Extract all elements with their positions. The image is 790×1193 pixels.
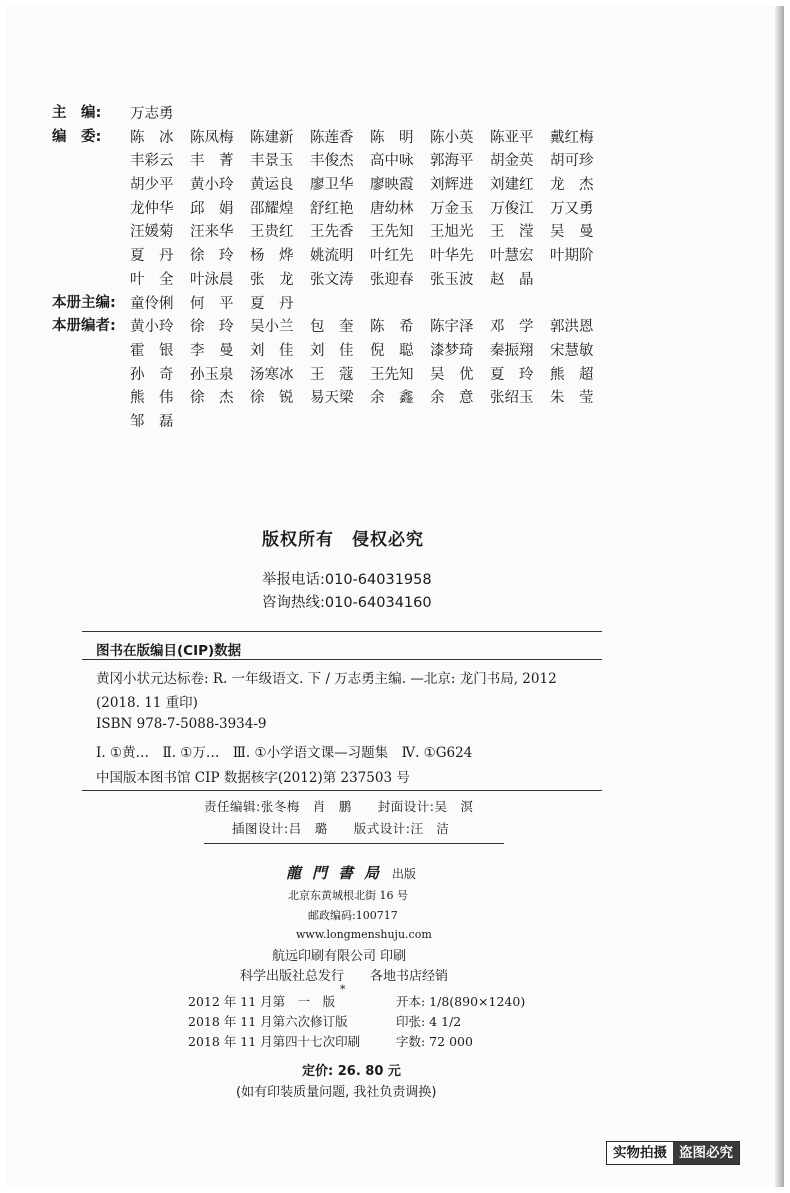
person-name: 何 平 bbox=[190, 295, 234, 312]
person-name: 孙玉泉 bbox=[190, 366, 234, 383]
volume-editors-list bbox=[52, 316, 692, 434]
committee-row bbox=[52, 150, 692, 174]
edition-line: 2018 年 11 月第六次修订版 bbox=[188, 1014, 348, 1029]
person-name: 唐幼林 bbox=[370, 200, 414, 217]
person-name: 孙 奇 bbox=[130, 366, 174, 383]
person-name: 丰彩云 bbox=[130, 153, 174, 170]
person-name: 宋慧敏 bbox=[550, 342, 594, 359]
page-edge-shadow bbox=[775, 6, 784, 1187]
committee-row bbox=[52, 269, 692, 293]
person-name: 漆梦琦 bbox=[430, 342, 474, 359]
publisher-suffix: 出版 bbox=[392, 867, 417, 881]
person-name: 陈 明 bbox=[370, 129, 414, 146]
person-name: 徐 杰 bbox=[190, 390, 234, 407]
person-name: 徐 玲 bbox=[190, 319, 234, 336]
cip-bottom-rule bbox=[82, 790, 602, 791]
cip-record-number: 中国版本图书馆 CIP 数据核字(2012)第 237503 号 bbox=[96, 770, 410, 786]
voleditors-label: 本册编者: bbox=[52, 318, 116, 335]
stamp-no-theft: 盗图必究 bbox=[673, 1142, 739, 1164]
person-name: 叶红先 bbox=[370, 248, 414, 265]
person-name: 黄运良 bbox=[250, 177, 294, 194]
person-name: 叶华先 bbox=[430, 248, 474, 265]
voleditors-row bbox=[52, 364, 692, 388]
person-name: 熊 超 bbox=[550, 366, 594, 383]
person-name: 徐 玲 bbox=[190, 248, 234, 265]
person-name: 万金玉 bbox=[430, 200, 474, 217]
person-name: 余 意 bbox=[430, 390, 474, 407]
person-name: 余 鑫 bbox=[370, 390, 414, 407]
report-phone: 举报电话:010-64031958 bbox=[262, 572, 432, 588]
person-name: 胡金英 bbox=[490, 153, 534, 170]
person-name: 王贵红 bbox=[250, 224, 294, 241]
person-name: 夏 玲 bbox=[490, 366, 534, 383]
voleditors-row bbox=[52, 316, 692, 340]
edition-line: 开本: 1/8(890×1240) bbox=[396, 994, 526, 1009]
person-name: 万又勇 bbox=[550, 200, 594, 217]
person-name: 倪 聪 bbox=[370, 342, 414, 359]
person-name: 王 蔻 bbox=[310, 366, 354, 383]
person-name: 陈莲香 bbox=[310, 129, 354, 146]
person-name: 郭洪恩 bbox=[550, 319, 594, 336]
person-name: 郭海平 bbox=[430, 153, 474, 170]
person-name: 吴 优 bbox=[430, 366, 474, 383]
person-name: 姚流明 bbox=[310, 248, 354, 265]
publisher-address: 北京东黄城根北街 16 号 bbox=[288, 889, 408, 902]
person-name: 陈 冰 bbox=[130, 129, 174, 146]
person-name: 龙 杰 bbox=[550, 177, 594, 194]
person-name: 陈宇泽 bbox=[430, 319, 474, 336]
person-name: 王 滢 bbox=[490, 224, 534, 241]
person-name: 吴 曼 bbox=[550, 224, 594, 241]
person-name: 戴红梅 bbox=[550, 129, 594, 146]
credits-block bbox=[52, 103, 692, 435]
staff-rule bbox=[204, 843, 504, 844]
volchief-row bbox=[52, 293, 692, 317]
person-name: 邓 学 bbox=[490, 319, 534, 336]
person-name: 叶 全 bbox=[130, 271, 174, 288]
person-name: 夏 丹 bbox=[250, 295, 294, 312]
cip-heading: 图书在版编目(CIP)数据 bbox=[96, 643, 242, 659]
person-name: 张 龙 bbox=[250, 271, 294, 288]
chief-editor-name: 万志勇 bbox=[130, 106, 174, 122]
person-name: 李 曼 bbox=[190, 342, 234, 359]
printer-line: 航远印刷有限公司 印刷 bbox=[272, 949, 407, 964]
person-name: 邵耀煌 bbox=[250, 200, 294, 217]
stamp-real-photo: 实物拍摄 bbox=[607, 1142, 673, 1164]
person-name: 廖卫华 bbox=[310, 177, 354, 194]
publisher-postcode: 邮政编码:100717 bbox=[308, 909, 398, 922]
volume-chief-list bbox=[52, 293, 692, 317]
person-name: 张迎春 bbox=[370, 271, 414, 288]
person-name: 包 奎 bbox=[310, 319, 354, 336]
committee-row bbox=[52, 245, 692, 269]
person-name: 张绍玉 bbox=[490, 390, 534, 407]
committee-row bbox=[52, 127, 692, 151]
person-name: 王先知 bbox=[370, 366, 414, 383]
person-name: 陈亚平 bbox=[490, 129, 534, 146]
consult-hotline: 咨询热线:010-64034160 bbox=[262, 595, 432, 611]
committee-row bbox=[52, 198, 692, 222]
person-name: 吴小兰 bbox=[250, 319, 294, 336]
edition-line: 字数: 72 000 bbox=[396, 1034, 473, 1049]
edition-line: 2012 年 11 月第 一 版 bbox=[188, 994, 336, 1009]
person-name: 舒红艳 bbox=[310, 200, 354, 217]
person-name: 陈凤梅 bbox=[190, 129, 234, 146]
person-name: 霍 银 bbox=[130, 342, 174, 359]
price: 定价: 26. 80 元 bbox=[302, 1064, 401, 1079]
person-name: 刘辉进 bbox=[430, 177, 474, 194]
person-name: 朱 莹 bbox=[550, 390, 594, 407]
person-name: 叶泳晨 bbox=[190, 271, 234, 288]
person-name: 胡少平 bbox=[130, 177, 174, 194]
person-name: 汪来华 bbox=[190, 224, 234, 241]
person-name: 叶期阶 bbox=[550, 248, 594, 265]
person-name: 陈 希 bbox=[370, 319, 414, 336]
person-name: 陈小英 bbox=[430, 129, 474, 146]
staff-line-2: 插图设计:吕 璐 版式设计:汪 洁 bbox=[232, 821, 450, 836]
voleditors-row bbox=[52, 387, 692, 411]
edition-line: 印张: 4 1/2 bbox=[396, 1014, 462, 1029]
person-name: 胡可珍 bbox=[550, 153, 594, 170]
person-name: 易天梁 bbox=[310, 390, 354, 407]
person-name: 张玉波 bbox=[430, 271, 474, 288]
staff-line-1: 责任编辑:张冬梅 肖 鹏 封面设计:吴 溟 bbox=[204, 799, 474, 814]
person-name: 夏 丹 bbox=[130, 248, 174, 265]
committee-row bbox=[52, 174, 692, 198]
person-name: 邱 娟 bbox=[190, 200, 234, 217]
person-name: 童伶俐 bbox=[130, 295, 174, 312]
person-name: 丰景玉 bbox=[250, 153, 294, 170]
cip-title-line: 黄冈小状元达标卷: R. 一年级语文. 下 / 万志勇主编. —北京: 龙门书局, 2012 bbox=[96, 671, 557, 687]
quality-note: (如有印装质量问题, 我社负责调换) bbox=[236, 1085, 437, 1100]
cip-top-rule bbox=[82, 631, 602, 632]
distributor-line: 科学出版社总发行 各地书店经销 bbox=[240, 969, 449, 984]
person-name: 王旭光 bbox=[430, 224, 474, 241]
person-name: 陈建新 bbox=[250, 129, 294, 146]
person-name: 丰 菁 bbox=[190, 153, 234, 170]
cip-reprint-line: (2018. 11 重印) bbox=[96, 695, 198, 711]
edition-line: 2018 年 11 月第四十七次印刷 bbox=[188, 1034, 361, 1049]
publisher-website: www.longmenshuju.com bbox=[296, 928, 432, 941]
person-name: 邹 磊 bbox=[130, 413, 174, 430]
person-name: 汪媛菊 bbox=[130, 224, 174, 241]
person-name: 赵 晶 bbox=[490, 271, 534, 288]
person-name: 熊 伟 bbox=[130, 390, 174, 407]
chief-editor-row bbox=[52, 103, 692, 127]
person-name: 高中咏 bbox=[370, 153, 414, 170]
person-name: 王先知 bbox=[370, 224, 414, 241]
cip-classification: Ⅰ. ①黄… Ⅱ. ①万… Ⅲ. ①小学语文课—习题集 Ⅳ. ①G624 bbox=[96, 745, 473, 761]
copyright-notice: 版权所有 侵权必究 bbox=[262, 530, 424, 550]
cip-heading-rule bbox=[82, 659, 602, 660]
volchief-label: 本册主编: bbox=[52, 294, 116, 311]
person-name: 刘 佳 bbox=[250, 342, 294, 359]
person-name: 张文涛 bbox=[310, 271, 354, 288]
person-name: 汤寒冰 bbox=[250, 366, 294, 383]
person-name: 叶慧宏 bbox=[490, 248, 534, 265]
person-name: 廖映霞 bbox=[370, 177, 414, 194]
voleditors-row bbox=[52, 340, 692, 364]
photo-stamp bbox=[606, 1141, 740, 1165]
person-name: 黄小玲 bbox=[130, 319, 174, 336]
person-name: 龙仲华 bbox=[130, 200, 174, 217]
person-name: 王先香 bbox=[310, 224, 354, 241]
person-name: 黄小玲 bbox=[190, 177, 234, 194]
cip-isbn: ISBN 978-7-5088-3934-9 bbox=[96, 716, 267, 732]
person-name: 徐 锐 bbox=[250, 390, 294, 407]
person-name: 杨 烨 bbox=[250, 248, 294, 265]
publisher-logo: 龍門書局 bbox=[286, 864, 391, 882]
committee-list bbox=[52, 127, 692, 293]
committee-row bbox=[52, 221, 692, 245]
person-name: 万俊江 bbox=[490, 200, 534, 217]
chief-editor-label: 主 编: bbox=[52, 105, 102, 121]
voleditors-row bbox=[52, 411, 692, 435]
person-name: 刘 佳 bbox=[310, 342, 354, 359]
committee-label: 编 委: bbox=[52, 128, 102, 145]
person-name: 丰俊杰 bbox=[310, 153, 354, 170]
person-name: 秦振翔 bbox=[490, 342, 534, 359]
person-name: 刘建红 bbox=[490, 177, 534, 194]
star-separator: * bbox=[340, 983, 346, 996]
